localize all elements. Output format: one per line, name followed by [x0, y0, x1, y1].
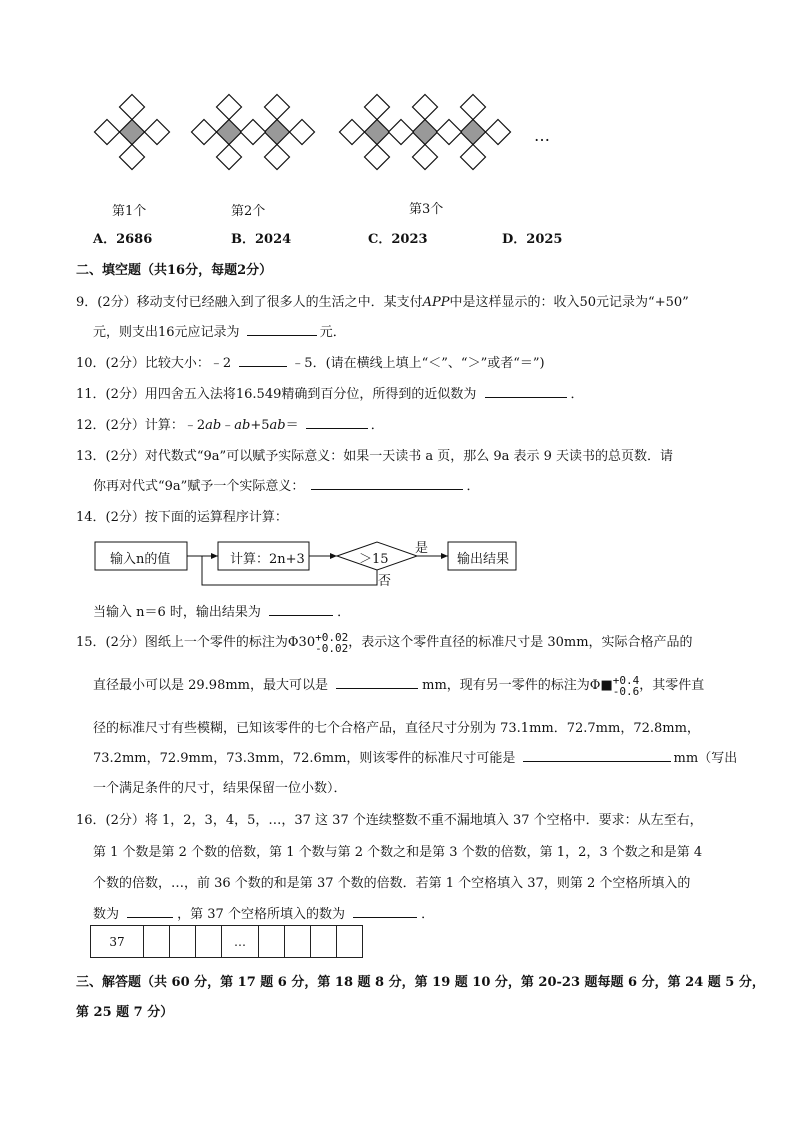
- q9-answer-blank[interactable]: [247, 322, 317, 336]
- q16-line2: 第 1 个数是第 2 个数的倍数，第 1 个数与第 2 个数之和是第 3 个数的倍数，第 1，2，3 个数之和是第 4: [93, 845, 703, 860]
- pattern-center-diamond: [265, 120, 290, 145]
- section3-heading-line2: 第 25 题 7 分）: [76, 1005, 174, 1020]
- option-d: D．2025: [502, 232, 563, 247]
- pattern-diamond: [145, 120, 170, 145]
- flow-calc-box: 计算：2n+3: [230, 552, 305, 567]
- q16-line4: 数为 ，第 37 个空格所填入的数为 ．: [93, 903, 434, 922]
- grid-cell[interactable]: [170, 926, 196, 958]
- pattern-diamond: [365, 145, 390, 170]
- pattern-diamond: [365, 95, 390, 120]
- flow-input-box: 输入n的值: [110, 552, 171, 567]
- pattern-diamond: [217, 145, 242, 170]
- pattern-diamond: [413, 95, 438, 120]
- pattern-diamond: [95, 120, 120, 145]
- q15-answer-blank-2[interactable]: [523, 748, 671, 762]
- grid-cell[interactable]: [259, 926, 285, 958]
- q16-line3: 个数的倍数，…，前 36 个数的和是第 37 个数的倍数．若第 1 个空格填入 37，则第 2 个空格所填入的: [93, 876, 691, 891]
- q15-line3: 径的标准尺寸有些模糊，已知该零件的七个合格产品，直径尺寸分别为 73.1mm．72.7mm，72.8mm，: [93, 721, 700, 736]
- pattern-center-diamond: [365, 120, 390, 145]
- pattern-center-diamond: [217, 120, 242, 145]
- pattern-diamond: [389, 120, 414, 145]
- section2-heading: 二、填空题（共16分，每题2分）: [76, 263, 273, 278]
- pattern-diamond: [461, 145, 486, 170]
- figure-label-3: 第3个: [409, 202, 444, 217]
- pattern-center-diamond: [413, 120, 438, 145]
- pattern-diamond: [120, 145, 145, 170]
- q15-line1: 15．(2分）图纸上一个零件的标注为Φ30 +0.02 -0.02 ，表示这个零件直径的标准尺寸是 30mm，实际合格产品的: [76, 630, 693, 655]
- pattern-diamond: [120, 95, 145, 120]
- section3-heading-line1: 三、解答题（共 60 分，第 17 题 6 分，第 18 题 8 分，第 19 题 10 分，第 20-23 题每题 6 分，第 24 题 5 分，: [76, 975, 765, 990]
- q15-tolerance-2: +0.4 -0.6: [612, 673, 640, 698]
- grid-cell-first[interactable]: 37: [91, 926, 144, 958]
- grid-cell[interactable]: [285, 926, 311, 958]
- flow-condition-diamond: ＞15: [359, 552, 389, 567]
- pattern-diamond: [290, 120, 315, 145]
- q14-line1: 14．(2分）按下面的运算程序计算：: [76, 510, 288, 525]
- grid-cell[interactable]: [337, 926, 363, 958]
- pattern-diamond: [461, 95, 486, 120]
- grid-cell[interactable]: [311, 926, 337, 958]
- figure-label-2: 第2个: [231, 204, 266, 219]
- pattern-diamond: [486, 120, 511, 145]
- pattern-center-diamond: [461, 120, 486, 145]
- q14-answer-blank[interactable]: [269, 602, 333, 616]
- q13-line1: 13．(2分）对代数式“9a”可以赋予实际意义：如果一天读书 a 页，那么 9a 表示 9 天读书的总页数．请: [76, 449, 674, 464]
- flow-no-label: 否: [378, 574, 392, 589]
- pattern-diamond: [413, 145, 438, 170]
- pattern-figure: [0, 90, 600, 180]
- flow-output-box: 输出结果: [457, 552, 510, 567]
- figure-label-1: 第1个: [112, 204, 147, 219]
- grid-cell-ellipsis: …: [222, 926, 259, 958]
- flow-yes-label: 是: [415, 541, 429, 556]
- pattern-diamond: [265, 145, 290, 170]
- pattern-diamond: [192, 120, 217, 145]
- q10-answer-blank[interactable]: [239, 353, 287, 367]
- q12-line: 12．(2分）计算：﹣2ab﹣ab+5ab＝ ．: [76, 414, 384, 433]
- pattern-center-diamond: [120, 120, 145, 145]
- q10-line: 10．(2分）比较大小：﹣2 ﹣5．(请在横线上填上“＜”、“＞”或者“＝”): [76, 352, 545, 371]
- grid-cell[interactable]: [144, 926, 170, 958]
- q16-answer-blank-1[interactable]: [127, 904, 173, 918]
- q9-line1: 9．(2分）移动支付已经融入到了很多人的生活之中．某支付APP中是这样显示的：收入50元记录为“+50”: [76, 295, 689, 310]
- q9-line2: 元，则支出16元应记录为 元．: [93, 321, 346, 340]
- grid-cell[interactable]: [196, 926, 222, 958]
- pattern-diamond: [437, 120, 462, 145]
- option-a: A．2686: [93, 232, 153, 247]
- q12-answer-blank[interactable]: [306, 415, 368, 429]
- option-b: B．2024: [231, 232, 292, 247]
- q15-answer-blank-1[interactable]: [336, 675, 418, 689]
- q13-answer-blank[interactable]: [311, 476, 463, 490]
- q15-line5: 一个满足条件的尺寸，结果保留一位小数）．: [93, 781, 347, 796]
- pattern-diamond: [241, 120, 266, 145]
- q15-tolerance-1: +0.02 -0.02: [315, 630, 349, 655]
- option-c: C．2023: [368, 232, 428, 247]
- q14-line2: 当输入 n＝6 时，输出结果为 ．: [93, 601, 350, 620]
- q16-line1: 16．(2分）将 1，2，3，4，5，…，37 这 37 个连续整数不重不漏地填入 37 个空格中．要求：从左至右，: [76, 813, 703, 828]
- pattern-diamond: [265, 95, 290, 120]
- q11-answer-blank[interactable]: [485, 384, 567, 398]
- q16-answer-blank-2[interactable]: [353, 904, 417, 918]
- q15-line4: 73.2mm，72.9mm，73.3mm，72.6mm，则该零件的标准尺寸可能是 mm（写出: [93, 747, 737, 766]
- q15-line2: 直径最小可以是 29.98mm，最大可以是 mm，现有另一零件的标注为Φ■ +0.4 -0.6 ，其零件直: [93, 673, 705, 698]
- pattern-ellipsis: …: [534, 126, 550, 145]
- q13-line2: 你再对代式“9a”赋予一个实际意义： ．: [93, 475, 479, 494]
- pattern-diamond: [340, 120, 365, 145]
- q11-line: 11．(2分）用四舍五入法将16.549精确到百分位，所得到的近似数为 ．: [76, 383, 584, 402]
- q16-number-grid: [90, 925, 363, 958]
- pattern-diamond: [217, 95, 242, 120]
